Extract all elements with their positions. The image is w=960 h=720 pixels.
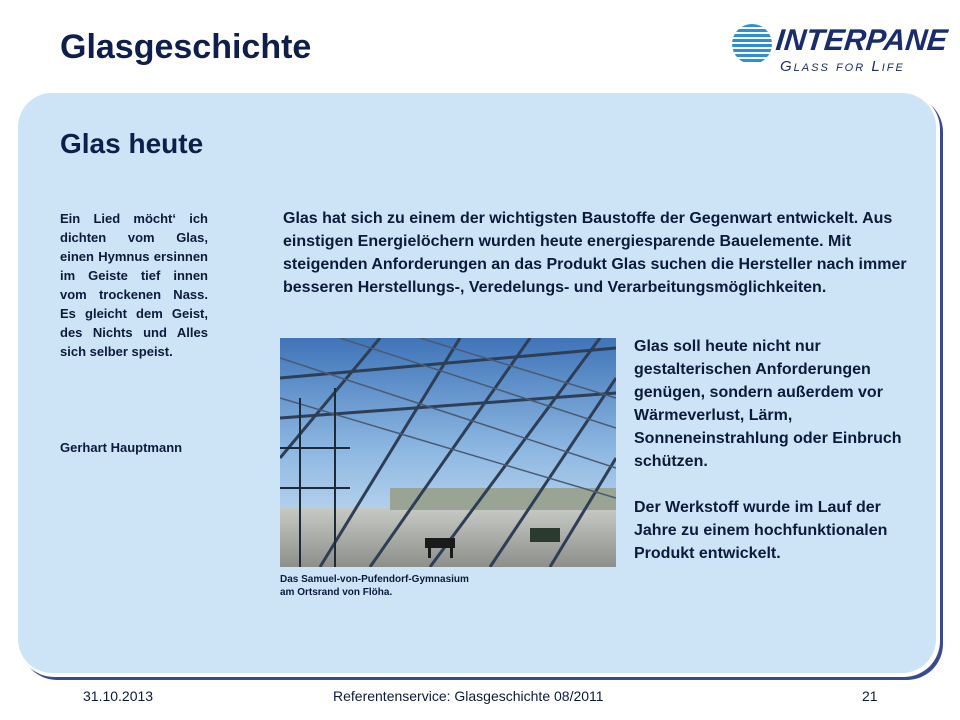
logo-tagline: Glass for Life (780, 58, 905, 75)
footer-title: Referentenservice: Glasgeschichte 08/2011 (333, 688, 604, 704)
glass-hall-illustration (280, 338, 616, 567)
slide-title: Glasgeschichte (60, 28, 312, 66)
footer-page-number: 21 (862, 688, 878, 704)
building-photo (280, 338, 616, 567)
side-paragraph-2: Der Werkstoff wurde im Lauf der Jahre zu einem hochfunktionalen Produkt entwickelt. (634, 499, 888, 562)
interpane-logo (730, 18, 949, 80)
photo-caption-line1: Das Samuel-von-Pufendorf-Gymnasium (280, 574, 469, 585)
footer-date: 31.10.2013 (83, 688, 154, 704)
globe-icon (730, 22, 774, 66)
section-title: Glas heute (60, 128, 204, 159)
side-paragraph-1: Glas soll heute nicht nur gestalterischen Anforderungen genügen, sondern außerdem vor Wärmeverlust, Lärm, Sonneneinstrahlung oder Einbruch schützen. (634, 338, 902, 470)
side-text (634, 335, 914, 588)
photo-caption-line2: am Ortsrand von Flöha. (280, 587, 393, 598)
poem-author: Gerhart Hauptmann (60, 440, 183, 455)
poem-text: Ein Lied möcht‘ ich dichten vom Glas, einen Hymnus ersinnen im Geiste tief innen vom trockenen Nass. Es gleicht dem Geist, des Nichts und Alles sich selber speist. (60, 211, 208, 359)
logo-wordmark: INTERPANE (774, 24, 949, 57)
photo-caption (280, 573, 540, 599)
intro-paragraph: Glas hat sich zu einem der wichtigsten Baustoffe der Gegenwart entwickelt. Aus einstigen Energielöchern wurden heute energiesparende Bauelemente. Mit steigenden Anforderungen an das Produkt Glas suchen die Hersteller nach immer besseren Herstellungs-, Veredelungs- und Verarbeitungsmöglichkeiten. (283, 210, 907, 296)
